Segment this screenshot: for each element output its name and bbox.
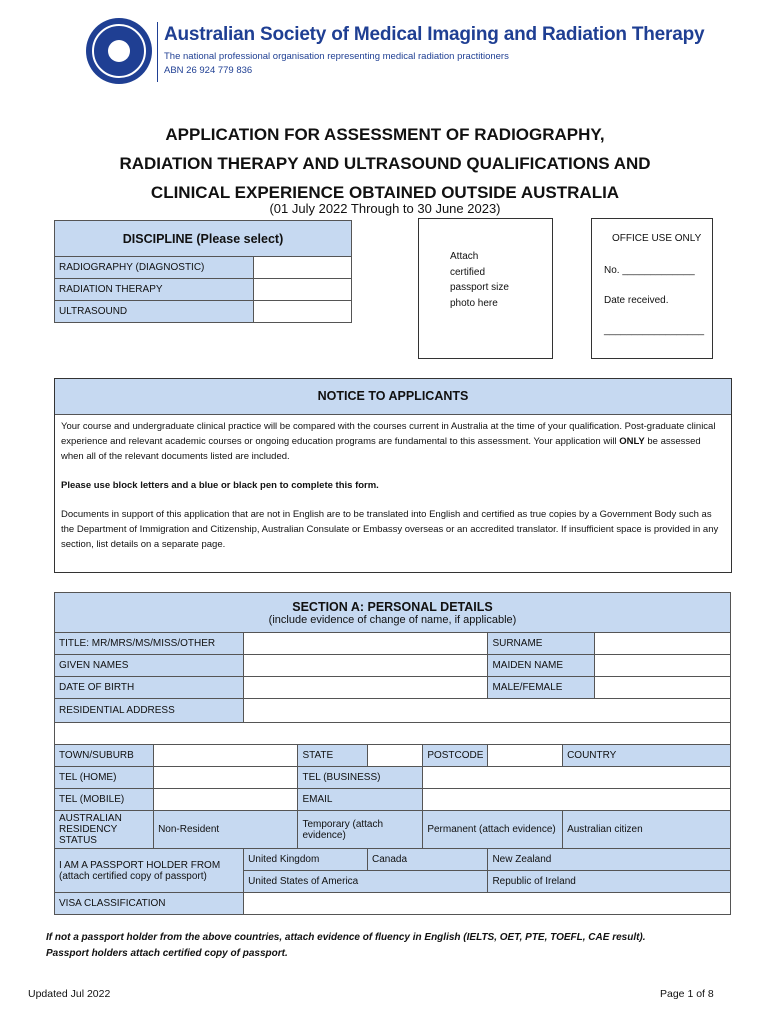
visa-field[interactable] <box>244 893 731 915</box>
office-number-field[interactable]: No. _____________ <box>604 265 695 276</box>
org-name: Australian Society of Medical Imaging and Radiation Therapy <box>164 24 705 45</box>
country-label: COUNTRY <box>563 745 731 767</box>
maiden-name-label: MAIDEN NAME <box>488 655 595 677</box>
photo-text: certified <box>450 266 486 278</box>
given-names-field[interactable] <box>244 655 488 677</box>
passport-label: I AM A PASSPORT HOLDER FROM (attach certified copy of passport) <box>55 849 244 893</box>
email-field[interactable] <box>423 789 731 811</box>
office-use-box <box>591 218 713 359</box>
tel-home-field[interactable] <box>154 767 298 789</box>
title-label: TITLE: MR/MRS/MS/MISS/OTHER <box>55 633 244 655</box>
surname-field[interactable] <box>594 633 730 655</box>
assessment-period: (01 July 2022 Through to 30 June 2023) <box>269 201 501 216</box>
state-label: STATE <box>298 745 368 767</box>
title-line-2: RADIATION THERAPY AND ULTRASOUND QUALIFICATIONS AND <box>119 154 651 173</box>
email-label: EMAIL <box>298 789 423 811</box>
org-abn: ABN 26 924 779 836 <box>164 65 253 76</box>
notice-paragraph-2: Please use block letters and a blue or black pen to complete this form. <box>61 480 379 491</box>
residency-option-temporary[interactable]: Temporary (attach evidence) <box>298 811 423 849</box>
sex-label: MALE/FEMALE <box>488 677 595 699</box>
sex-field[interactable] <box>594 677 730 699</box>
discipline-heading: DISCIPLINE (Please select) <box>55 221 352 257</box>
photo-text: photo here <box>450 297 498 309</box>
tel-business-label: TEL (BUSINESS) <box>298 767 423 789</box>
residency-label: AUSTRALIAN RESIDENCY STATUS <box>55 811 126 849</box>
tel-business-field[interactable] <box>423 767 731 789</box>
postcode-field[interactable] <box>488 745 563 767</box>
office-use-heading: OFFICE USE ONLY <box>612 233 702 244</box>
visa-label: VISA CLASSIFICATION <box>55 893 244 915</box>
maiden-name-field[interactable] <box>594 655 730 677</box>
address-label: RESIDENTIAL ADDRESS <box>55 699 244 723</box>
discipline-option-label: RADIOGRAPHY (DIAGNOSTIC) <box>55 257 254 279</box>
residency-option-non-resident[interactable]: Non-Resident <box>154 811 298 849</box>
section-a-heading: SECTION A: PERSONAL DETAILS (include evidence of change of name, if applicable) <box>55 593 731 633</box>
society-seal-logo <box>86 18 152 84</box>
office-date-label: Date received. <box>604 295 669 306</box>
residency-option-permanent[interactable]: Permanent (attach evidence) <box>423 811 563 849</box>
given-names-label: GIVEN NAMES <box>55 655 244 677</box>
personal-details-table <box>54 592 731 915</box>
header-divider <box>157 22 158 82</box>
passport-country-ireland[interactable]: Republic of Ireland <box>488 871 731 893</box>
dob-label: DATE OF BIRTH <box>55 677 244 699</box>
fluency-footnote: If not a passport holder from the above countries, attach evidence of fluency in English (IELTS, OET, PTE, TOEFL, CAE result). Passport holders attach certified copy of passport. <box>46 932 646 959</box>
discipline-option-label: ULTRASOUND <box>55 301 254 323</box>
discipline-checkbox-radiography[interactable] <box>254 257 352 279</box>
tel-mobile-field[interactable] <box>154 789 298 811</box>
tel-mobile-label: TEL (MOBILE) <box>55 789 154 811</box>
office-date-field[interactable]: __________________ <box>604 325 705 336</box>
page-title <box>0 120 770 207</box>
title-line-1: APPLICATION FOR ASSESSMENT OF RADIOGRAPHY, <box>165 125 605 144</box>
town-field[interactable] <box>154 745 298 767</box>
discipline-checkbox-radiation-therapy[interactable] <box>254 279 352 301</box>
title-line-3: CLINICAL EXPERIENCE OBTAINED OUTSIDE AUSTRALIA <box>150 183 620 202</box>
discipline-checkbox-ultrasound[interactable] <box>254 301 352 323</box>
notice-heading: NOTICE TO APPLICANTS <box>55 379 731 415</box>
photo-text: passport size <box>450 282 509 293</box>
page-number: Page 1 of 8 <box>660 988 714 1000</box>
passport-country-nz[interactable]: New Zealand <box>488 849 731 871</box>
address-field[interactable] <box>244 699 731 723</box>
passport-country-uk[interactable]: United Kingdom <box>244 849 368 871</box>
discipline-table <box>54 220 352 323</box>
org-tagline: The national professional organisation representing medical radiation practitioners <box>164 51 509 62</box>
passport-photo-box[interactable] <box>418 218 553 359</box>
notice-box <box>54 378 732 573</box>
address-field-line-2[interactable] <box>55 723 731 745</box>
surname-label: SURNAME <box>488 633 595 655</box>
residency-option-citizen[interactable]: Australian citizen <box>563 811 731 849</box>
tel-home-label: TEL (HOME) <box>55 767 154 789</box>
notice-paragraph-1: Your course and undergraduate clinical practice will be compared with the courses current in Australia at the time of your qualification. Post-graduate clinical experience and relevant academic courses or ongoing education programs are fundamental to this assessment. Your application will ONLY be assessed when all of the relevant documents listed are included. <box>61 421 716 462</box>
postcode-label: POSTCODE <box>423 745 488 767</box>
state-field[interactable] <box>368 745 423 767</box>
updated-date: Updated Jul 2022 <box>28 988 111 1000</box>
discipline-option-label: RADIATION THERAPY <box>55 279 254 301</box>
title-field[interactable] <box>244 633 488 655</box>
town-label: TOWN/SUBURB <box>55 745 154 767</box>
dob-field[interactable] <box>244 677 488 699</box>
notice-paragraph-3: Documents in support of this application that are not in English are to be translated into English and certified as true copies by a Government Body such as the Department of Immigration and Citizenship, Australian Consulate or Embassy overseas or an accredited translator. If insufficient space is provided in any section, list details on a separate page. <box>61 509 719 550</box>
passport-country-usa[interactable]: United States of America <box>244 871 488 893</box>
passport-country-canada[interactable]: Canada <box>368 849 488 871</box>
photo-text: Attach <box>450 251 479 262</box>
